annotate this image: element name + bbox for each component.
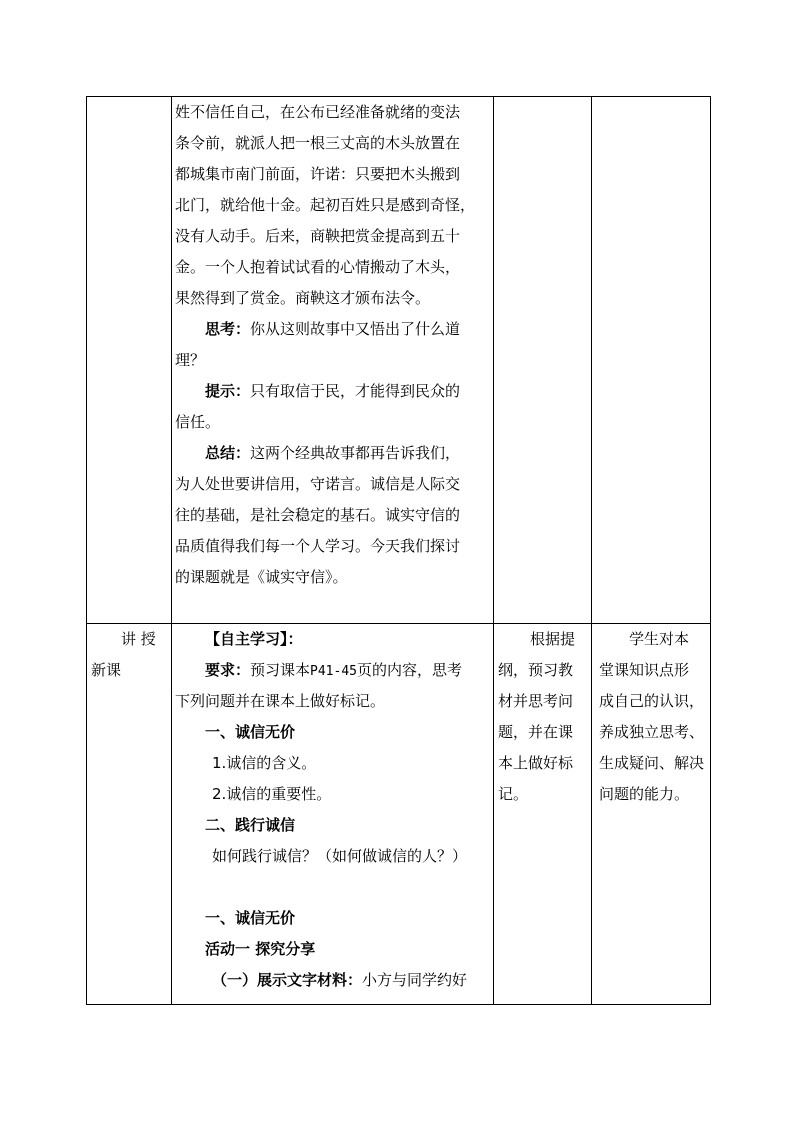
content-cell [172,624,494,1005]
summary-text: 这两个经典故事都再告诉我们， [250,444,461,462]
requirement-text: 预习课本 [250,661,311,679]
hint-text: 只有取信于民，才能得到民众的 [250,382,461,400]
content-cell [172,97,494,624]
list-item: 2.诚信的重要性。 [212,785,332,803]
requirement-text-b: 页的内容，思考 [357,661,463,679]
requirement-pages: P41-45 [310,664,357,679]
section-title: 一、诚信无价 [205,723,296,741]
stage-label-cont: 新课 [91,661,122,679]
think-text: 你从这则故事中又悟出了什么道 [250,320,461,338]
section-title: 二、践行诚信 [205,816,296,834]
story-line: 都城集市南门前面，许诺：只要把木头搬到 [175,165,461,183]
student-activity-line: 记。 [498,785,529,803]
think-paragraph [205,319,460,339]
story-line: 果然得到了赏金。商鞅这才颁布法令。 [175,289,431,307]
material-label: （一）展示文字材料： [212,971,363,989]
student-activity-line: 根据提 [530,630,576,648]
student-activity-cell [494,624,592,1005]
summary-line: 品质值得我们每一个人学习。今天我们探讨 [175,537,461,555]
story-line: 北门，就给他十金。起初百姓只是感到奇怪， [175,196,476,214]
summary-paragraph [205,443,460,463]
lesson-plan-table [86,96,711,1005]
design-intent-line: 问题的能力。 [599,785,690,803]
student-activity-line: 题，并在课 [498,723,574,741]
stage-cell [87,624,172,1005]
design-intent-cell [592,624,711,1005]
requirement-label: 要求： [205,661,251,679]
design-intent-cell [592,97,711,624]
design-intent-line: 学生对本 [629,630,690,648]
summary-label: 总结： [205,444,251,462]
think-cont: 理？ [175,351,206,369]
think-label: 思考： [205,320,251,338]
story-line: 金。一个人抱着试试看的心情搬动了木头， [175,258,461,276]
summary-line: 为人处世要讲信用，守诺言。诚信是人际交 [175,475,461,493]
summary-line: 的课题就是《诚实守信》。 [175,568,348,586]
list-item: 1.诚信的含义。 [212,754,317,772]
story-line: 没有人动手。后来，商鞅把赏金提高到五十 [175,227,461,245]
material-text: 小方与同学约好 [362,971,468,989]
student-activity-cell [494,97,592,624]
requirement-cont: 下列问题并在课本上做好标记。 [175,692,386,710]
self-study-heading: 【自主学习】： [205,630,303,648]
question-text: 如何践行诚信？（如何做诚信的人？） [212,847,468,865]
hint-cont: 信任。 [175,413,221,431]
hint-paragraph [205,381,460,401]
stage-cell [87,97,172,624]
student-activity-line: 材并思考问 [498,692,574,710]
student-activity-line: 本上做好标 [498,754,574,772]
hint-label: 提示： [205,382,251,400]
design-intent-line: 养成独立思考、 [599,723,705,741]
story-line: 条令前，就派人把一根三丈高的木头放置在 [175,134,461,152]
activity-title: 活动一 探究分享 [205,940,316,958]
section-title: 一、诚信无价 [205,909,296,927]
table-row [87,624,711,1005]
story-line: 姓不信任自己，在公布已经准备就绪的变法 [175,103,461,121]
requirement-paragraph [205,660,462,682]
table-row [87,97,711,624]
design-intent-line: 成自己的认识， [599,692,705,710]
stage-label: 讲 授 [121,630,156,648]
summary-line: 往的基础，是社会稳定的基石。诚实守信的 [175,506,461,524]
design-intent-line: 堂课知识点形 [599,661,690,679]
material-paragraph [212,970,467,990]
student-activity-line: 纲，预习教 [498,661,574,679]
design-intent-line: 生成疑问、解决 [599,754,705,772]
